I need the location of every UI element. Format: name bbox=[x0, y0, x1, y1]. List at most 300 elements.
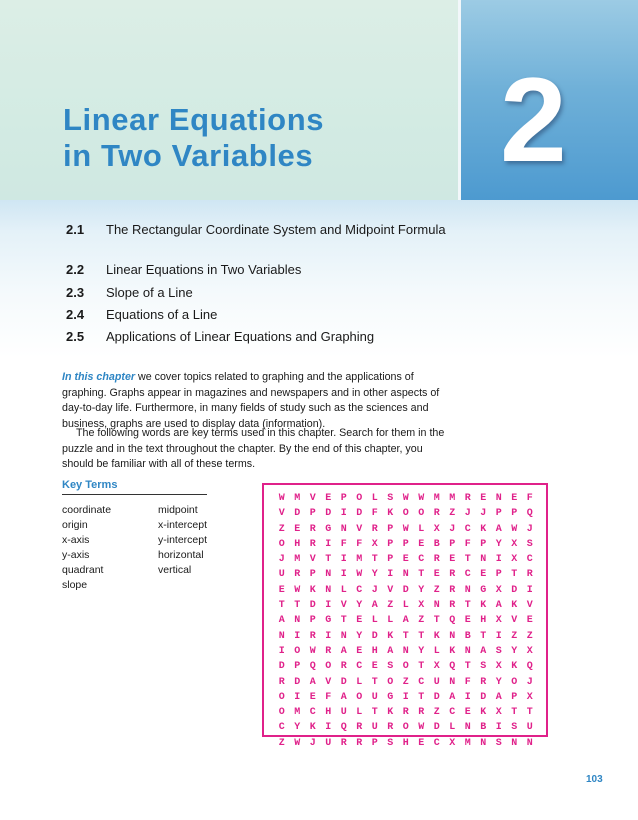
puzzle-letter: W bbox=[402, 523, 409, 535]
puzzle-letter: C bbox=[449, 707, 456, 719]
section-item bbox=[66, 306, 446, 324]
puzzle-letter: Y bbox=[418, 645, 425, 657]
puzzle-letter: R bbox=[340, 737, 347, 749]
puzzle-letter: Z bbox=[449, 508, 456, 520]
puzzle-letter: A bbox=[340, 691, 347, 703]
section-number: 2.2 bbox=[66, 262, 85, 277]
key-terms-title: Key Terms bbox=[62, 479, 118, 491]
puzzle-letter: E bbox=[371, 661, 378, 673]
puzzle-letter: G bbox=[480, 584, 487, 596]
section-item bbox=[66, 328, 446, 346]
puzzle-letter: B bbox=[433, 538, 440, 550]
puzzle-letter: W bbox=[418, 722, 425, 734]
puzzle-letter: S bbox=[387, 661, 394, 673]
puzzle-letter: X bbox=[418, 600, 425, 612]
puzzle-letter: T bbox=[464, 661, 471, 673]
puzzle-letter: I bbox=[325, 600, 332, 612]
key-term: y-intercept bbox=[158, 534, 208, 546]
puzzle-letter: S bbox=[387, 737, 394, 749]
puzzle-letter: D bbox=[340, 676, 347, 688]
puzzle-letter: W bbox=[356, 569, 363, 581]
puzzle-letter: K bbox=[480, 707, 487, 719]
puzzle-letter: E bbox=[418, 737, 425, 749]
puzzle-letter: T bbox=[418, 661, 425, 673]
puzzle-letter: R bbox=[480, 676, 487, 688]
puzzle-letter: K bbox=[309, 722, 316, 734]
puzzle-letter: D bbox=[433, 691, 440, 703]
page-number: 103 bbox=[586, 774, 603, 785]
puzzle-letter: R bbox=[309, 630, 316, 642]
intro-paragraph-2 bbox=[62, 426, 452, 473]
puzzle-letter: J bbox=[371, 584, 378, 596]
puzzle-letter: A bbox=[449, 691, 456, 703]
key-term: coordinate bbox=[62, 504, 112, 516]
puzzle-letter: N bbox=[278, 630, 285, 642]
puzzle-letter: X bbox=[526, 691, 533, 703]
puzzle-letter: D bbox=[325, 508, 332, 520]
puzzle-letter: R bbox=[449, 584, 456, 596]
puzzle-letter: T bbox=[371, 707, 378, 719]
puzzle-letter: I bbox=[402, 691, 409, 703]
puzzle-letter: E bbox=[449, 554, 456, 566]
puzzle-letter: F bbox=[356, 538, 363, 550]
puzzle-letter: V bbox=[309, 554, 316, 566]
puzzle-letter: T bbox=[511, 707, 518, 719]
puzzle-letter: O bbox=[278, 538, 285, 550]
puzzle-letter: M bbox=[294, 493, 301, 504]
puzzle-letter: U bbox=[371, 691, 378, 703]
puzzle-letter: R bbox=[464, 493, 471, 504]
intro-lead: In this chapter bbox=[62, 371, 136, 383]
puzzle-letter: X bbox=[371, 538, 378, 550]
puzzle-letter: Z bbox=[433, 707, 440, 719]
puzzle-letter: K bbox=[480, 600, 487, 612]
puzzle-letter: O bbox=[278, 691, 285, 703]
puzzle-letter: T bbox=[294, 600, 301, 612]
key-term: x-intercept bbox=[158, 519, 208, 531]
puzzle-letter: R bbox=[418, 707, 425, 719]
puzzle-letter: O bbox=[356, 493, 363, 504]
puzzle-letter: I bbox=[325, 722, 332, 734]
intro-text: we cover topics related to graphing and the applications of graphing. Graphs appear in magazines and newspapers and in other aspects of day-to-day life. Furthermore, in many fields of study such as the sciences and business, graphs are used to display data (information). bbox=[62, 371, 440, 430]
puzzle-letter: Z bbox=[387, 600, 394, 612]
puzzle-letter: I bbox=[495, 554, 502, 566]
puzzle-letter: T bbox=[464, 554, 471, 566]
puzzle-letter: U bbox=[340, 707, 347, 719]
puzzle-letter: T bbox=[464, 600, 471, 612]
puzzle-letter: C bbox=[418, 676, 425, 688]
puzzle-letter: V bbox=[309, 493, 316, 504]
puzzle-letter: M bbox=[449, 493, 456, 504]
puzzle-letter: D bbox=[480, 691, 487, 703]
puzzle-letter: C bbox=[356, 584, 363, 596]
puzzle-letter: C bbox=[356, 661, 363, 673]
puzzle-letter: E bbox=[480, 493, 487, 504]
puzzle-letter: S bbox=[495, 737, 502, 749]
puzzle-letter: K bbox=[480, 523, 487, 535]
puzzle-letter: A bbox=[340, 645, 347, 657]
puzzle-letter: J bbox=[278, 554, 285, 566]
puzzle-letter: T bbox=[278, 600, 285, 612]
puzzle-letter: I bbox=[325, 630, 332, 642]
puzzle-letter: T bbox=[371, 676, 378, 688]
section-number: 2.5 bbox=[66, 329, 85, 344]
puzzle-letter: P bbox=[387, 523, 394, 535]
intro-text-2: The following words are key terms used in this chapter. Search for them in the puzzle and in the text throughout the chapter. By the end of this chapter, you should be familiar with all of these terms. bbox=[62, 427, 445, 470]
puzzle-letter: Q bbox=[340, 722, 347, 734]
puzzle-letter: N bbox=[480, 554, 487, 566]
puzzle-letter: D bbox=[433, 722, 440, 734]
puzzle-letter: R bbox=[387, 722, 394, 734]
puzzle-letter: Y bbox=[356, 630, 363, 642]
puzzle-letter: Z bbox=[418, 615, 425, 627]
puzzle-letter: X bbox=[433, 661, 440, 673]
puzzle-letter: I bbox=[495, 722, 502, 734]
puzzle-letter: M bbox=[433, 493, 440, 504]
key-term: slope bbox=[62, 579, 88, 591]
puzzle-letter: X bbox=[495, 584, 502, 596]
puzzle-letter: O bbox=[387, 676, 394, 688]
puzzle-letter: T bbox=[418, 691, 425, 703]
puzzle-letter: R bbox=[340, 661, 347, 673]
puzzle-letter: N bbox=[340, 523, 347, 535]
puzzle-letter: E bbox=[433, 569, 440, 581]
puzzle-letter: I bbox=[278, 645, 285, 657]
puzzle-letter: I bbox=[340, 508, 347, 520]
puzzle-letter: J bbox=[526, 523, 533, 535]
puzzle-letter: E bbox=[356, 615, 363, 627]
puzzle-letter: P bbox=[511, 508, 518, 520]
puzzle-letter: X bbox=[511, 538, 518, 550]
puzzle-letter: A bbox=[402, 615, 409, 627]
puzzle-letter: O bbox=[402, 722, 409, 734]
word-search-grid bbox=[274, 491, 538, 751]
puzzle-letter: U bbox=[325, 737, 332, 749]
puzzle-letter: C bbox=[418, 554, 425, 566]
puzzle-letter: N bbox=[464, 584, 471, 596]
puzzle-letter: V bbox=[387, 584, 394, 596]
puzzle-letter: I bbox=[325, 538, 332, 550]
key-term: quadrant bbox=[62, 564, 104, 576]
puzzle-letter: Y bbox=[418, 584, 425, 596]
puzzle-letter: Q bbox=[309, 661, 316, 673]
puzzle-letter: Z bbox=[433, 584, 440, 596]
section-title: Linear Equations in Two Variables bbox=[106, 262, 302, 277]
puzzle-letter: R bbox=[371, 523, 378, 535]
puzzle-letter: V bbox=[278, 508, 285, 520]
puzzle-letter: P bbox=[371, 737, 378, 749]
puzzle-letter: D bbox=[402, 584, 409, 596]
puzzle-letter: U bbox=[433, 676, 440, 688]
puzzle-letter: R bbox=[309, 523, 316, 535]
puzzle-letter: L bbox=[449, 722, 456, 734]
puzzle-letter: N bbox=[325, 569, 332, 581]
puzzle-letter: F bbox=[371, 508, 378, 520]
puzzle-letter: S bbox=[480, 661, 487, 673]
puzzle-letter: M bbox=[294, 707, 301, 719]
puzzle-letter: H bbox=[325, 707, 332, 719]
puzzle-letter: O bbox=[356, 691, 363, 703]
puzzle-letter: E bbox=[278, 584, 285, 596]
puzzle-letter: S bbox=[387, 493, 394, 504]
puzzle-letter: N bbox=[464, 645, 471, 657]
key-terms-divider bbox=[62, 494, 207, 495]
puzzle-letter: X bbox=[511, 554, 518, 566]
puzzle-letter: P bbox=[480, 538, 487, 550]
puzzle-letter: Z bbox=[402, 676, 409, 688]
chapter-title bbox=[63, 102, 324, 174]
puzzle-letter: T bbox=[511, 569, 518, 581]
puzzle-letter: N bbox=[449, 630, 456, 642]
key-terms-column-1 bbox=[62, 503, 111, 593]
key-term: x-axis bbox=[62, 534, 90, 546]
puzzle-letter: E bbox=[480, 569, 487, 581]
chapter-title-line-1: Linear Equations bbox=[63, 102, 325, 137]
puzzle-letter: P bbox=[309, 569, 316, 581]
puzzle-letter: T bbox=[418, 569, 425, 581]
puzzle-letter: U bbox=[526, 722, 533, 734]
puzzle-letter: T bbox=[325, 554, 332, 566]
puzzle-letter: L bbox=[402, 600, 409, 612]
puzzle-letter: C bbox=[526, 554, 533, 566]
puzzle-letter: X bbox=[495, 707, 502, 719]
puzzle-letter: E bbox=[464, 707, 471, 719]
puzzle-letter: I bbox=[526, 584, 533, 596]
key-term: horizontal bbox=[158, 549, 204, 561]
puzzle-letter: W bbox=[278, 493, 285, 504]
puzzle-letter: W bbox=[294, 737, 301, 749]
puzzle-letter: W bbox=[294, 584, 301, 596]
puzzle-letter: K bbox=[511, 600, 518, 612]
puzzle-letter: P bbox=[511, 691, 518, 703]
chapter-title-line-2: in Two Variables bbox=[63, 138, 314, 173]
puzzle-letter: O bbox=[325, 661, 332, 673]
key-term: y-axis bbox=[62, 549, 90, 561]
puzzle-letter: X bbox=[433, 523, 440, 535]
puzzle-letter: P bbox=[387, 554, 394, 566]
puzzle-letter: P bbox=[495, 508, 502, 520]
puzzle-letter: A bbox=[309, 676, 316, 688]
section-item bbox=[66, 284, 446, 302]
section-title: Slope of a Line bbox=[106, 285, 193, 300]
puzzle-letter: K bbox=[449, 645, 456, 657]
puzzle-letter: V bbox=[325, 676, 332, 688]
puzzle-letter: H bbox=[480, 615, 487, 627]
puzzle-letter: L bbox=[371, 493, 378, 504]
puzzle-letter: C bbox=[309, 707, 316, 719]
chapter-number: 2 bbox=[500, 53, 567, 187]
puzzle-letter: X bbox=[449, 737, 456, 749]
puzzle-letter: R bbox=[526, 569, 533, 581]
puzzle-letter: A bbox=[480, 645, 487, 657]
puzzle-letter: T bbox=[526, 707, 533, 719]
puzzle-letter: T bbox=[402, 630, 409, 642]
puzzle-letter: D bbox=[278, 661, 285, 673]
puzzle-letter: T bbox=[371, 554, 378, 566]
puzzle-letter: X bbox=[526, 645, 533, 657]
section-item bbox=[66, 261, 446, 279]
puzzle-letter: K bbox=[309, 584, 316, 596]
puzzle-letter: F bbox=[325, 691, 332, 703]
puzzle-letter: I bbox=[294, 630, 301, 642]
puzzle-letter: N bbox=[480, 737, 487, 749]
puzzle-letter: H bbox=[294, 538, 301, 550]
puzzle-letter: N bbox=[294, 615, 301, 627]
puzzle-letter: D bbox=[356, 508, 363, 520]
puzzle-letter: M bbox=[356, 554, 363, 566]
puzzle-letter: E bbox=[402, 554, 409, 566]
puzzle-letter: P bbox=[340, 493, 347, 504]
puzzle-letter: N bbox=[449, 676, 456, 688]
puzzle-letter: J bbox=[480, 508, 487, 520]
puzzle-letter: F bbox=[526, 493, 533, 504]
puzzle-letter: N bbox=[402, 569, 409, 581]
puzzle-letter: I bbox=[464, 691, 471, 703]
puzzle-letter: R bbox=[356, 737, 363, 749]
puzzle-letter: F bbox=[464, 676, 471, 688]
puzzle-letter: C bbox=[433, 737, 440, 749]
puzzle-letter: Z bbox=[511, 630, 518, 642]
puzzle-letter: D bbox=[309, 600, 316, 612]
puzzle-letter: V bbox=[526, 600, 533, 612]
puzzle-letter: Z bbox=[526, 630, 533, 642]
puzzle-letter: U bbox=[371, 722, 378, 734]
puzzle-letter: C bbox=[464, 523, 471, 535]
puzzle-letter: B bbox=[480, 722, 487, 734]
puzzle-letter: J bbox=[526, 676, 533, 688]
puzzle-letter: Z bbox=[278, 523, 285, 535]
puzzle-letter: R bbox=[325, 645, 332, 657]
puzzle-letter: K bbox=[511, 661, 518, 673]
puzzle-letter: L bbox=[356, 707, 363, 719]
puzzle-letter: P bbox=[387, 538, 394, 550]
key-term: origin bbox=[62, 519, 88, 531]
puzzle-letter: R bbox=[433, 508, 440, 520]
puzzle-letter: E bbox=[464, 615, 471, 627]
puzzle-letter: L bbox=[418, 523, 425, 535]
puzzle-letter: D bbox=[294, 508, 301, 520]
key-terms-column-2 bbox=[158, 503, 207, 578]
puzzle-letter: V bbox=[511, 615, 518, 627]
puzzle-letter: X bbox=[495, 661, 502, 673]
puzzle-letter: G bbox=[325, 523, 332, 535]
puzzle-letter: Y bbox=[495, 676, 502, 688]
puzzle-letter: R bbox=[433, 554, 440, 566]
puzzle-letter: S bbox=[526, 538, 533, 550]
puzzle-letter: O bbox=[402, 661, 409, 673]
puzzle-letter: T bbox=[433, 615, 440, 627]
puzzle-letter: G bbox=[387, 691, 394, 703]
puzzle-letter: N bbox=[495, 493, 502, 504]
puzzle-letter: Z bbox=[278, 737, 285, 749]
puzzle-letter: P bbox=[449, 538, 456, 550]
puzzle-letter: L bbox=[356, 676, 363, 688]
puzzle-letter: M bbox=[464, 737, 471, 749]
puzzle-letter: A bbox=[495, 691, 502, 703]
puzzle-letter: B bbox=[464, 630, 471, 642]
key-term: midpoint bbox=[158, 504, 198, 516]
puzzle-letter: A bbox=[495, 600, 502, 612]
puzzle-letter: O bbox=[294, 645, 301, 657]
puzzle-letter: R bbox=[309, 538, 316, 550]
puzzle-letter: X bbox=[495, 615, 502, 627]
puzzle-letter: M bbox=[294, 554, 301, 566]
puzzle-letter: Y bbox=[356, 600, 363, 612]
section-title: Applications of Linear Equations and Graphing bbox=[106, 329, 375, 344]
puzzle-letter: I bbox=[340, 569, 347, 581]
section-number: 2.4 bbox=[66, 307, 85, 322]
puzzle-letter: H bbox=[402, 737, 409, 749]
puzzle-letter: W bbox=[418, 493, 425, 504]
puzzle-letter: W bbox=[402, 493, 409, 504]
puzzle-letter: P bbox=[309, 508, 316, 520]
puzzle-letter: K bbox=[387, 508, 394, 520]
puzzle-letter: N bbox=[464, 722, 471, 734]
puzzle-letter: K bbox=[387, 630, 394, 642]
puzzle-letter: I bbox=[294, 691, 301, 703]
puzzle-letter: Q bbox=[449, 615, 456, 627]
puzzle-letter: I bbox=[495, 630, 502, 642]
puzzle-letter: N bbox=[433, 600, 440, 612]
puzzle-letter: L bbox=[371, 615, 378, 627]
puzzle-letter: T bbox=[480, 630, 487, 642]
puzzle-letter: O bbox=[402, 508, 409, 520]
puzzle-letter: K bbox=[387, 707, 394, 719]
puzzle-letter: J bbox=[449, 523, 456, 535]
puzzle-letter: A bbox=[387, 645, 394, 657]
puzzle-letter: A bbox=[371, 600, 378, 612]
puzzle-letter: E bbox=[511, 493, 518, 504]
puzzle-letter: G bbox=[325, 615, 332, 627]
puzzle-letter: Q bbox=[526, 661, 533, 673]
puzzle-letter: Y bbox=[371, 569, 378, 581]
puzzle-letter: O bbox=[418, 508, 425, 520]
key-term: vertical bbox=[158, 564, 192, 576]
puzzle-letter: P bbox=[495, 569, 502, 581]
puzzle-letter: N bbox=[511, 737, 518, 749]
puzzle-letter: T bbox=[340, 615, 347, 627]
puzzle-letter: E bbox=[418, 538, 425, 550]
section-item bbox=[66, 221, 446, 239]
puzzle-letter: D bbox=[511, 584, 518, 596]
puzzle-letter: I bbox=[387, 569, 394, 581]
puzzle-letter: P bbox=[309, 615, 316, 627]
puzzle-letter: R bbox=[402, 707, 409, 719]
puzzle-letter: R bbox=[278, 676, 285, 688]
puzzle-letter: V bbox=[356, 523, 363, 535]
section-title: Equations of a Line bbox=[106, 307, 218, 322]
header-divider bbox=[458, 0, 461, 200]
puzzle-letter: L bbox=[433, 645, 440, 657]
puzzle-letter: A bbox=[495, 523, 502, 535]
intro-paragraph bbox=[62, 370, 452, 432]
puzzle-letter: R bbox=[356, 722, 363, 734]
puzzle-letter: V bbox=[340, 600, 347, 612]
puzzle-letter: I bbox=[340, 554, 347, 566]
puzzle-letter: L bbox=[340, 584, 347, 596]
puzzle-letter: C bbox=[278, 722, 285, 734]
puzzle-letter: P bbox=[294, 661, 301, 673]
puzzle-letter: R bbox=[449, 569, 456, 581]
puzzle-letter: U bbox=[278, 569, 285, 581]
word-search-puzzle bbox=[262, 483, 548, 749]
section-title: The Rectangular Coordinate System and Midpoint Formula bbox=[106, 222, 446, 237]
section-number: 2.3 bbox=[66, 285, 85, 300]
puzzle-letter: N bbox=[526, 737, 533, 749]
puzzle-letter: D bbox=[371, 630, 378, 642]
puzzle-letter: Y bbox=[511, 645, 518, 657]
puzzle-letter: S bbox=[511, 722, 518, 734]
